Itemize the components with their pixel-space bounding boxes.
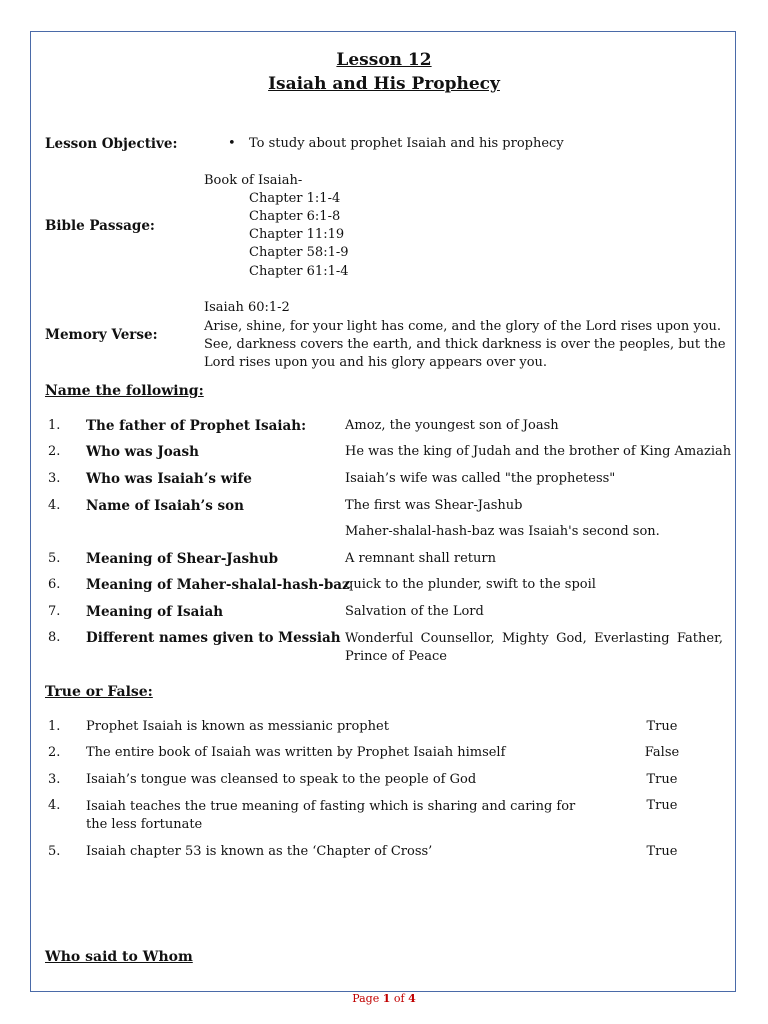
tf-answer: True (646, 772, 678, 787)
question-label: Meaning of Shear-Jashub (86, 551, 279, 567)
answer-text: Isaiah’s wife was called "the prophetess" (345, 471, 616, 486)
row-number: 3. (48, 772, 61, 787)
bible-book: Book of Isaiah- (204, 173, 303, 188)
question-label: Name of Isaiah’s son (86, 498, 244, 514)
memory-verse-line: Lord rises upon you and his glory appears over you. (204, 355, 548, 370)
memory-verse-label: Memory Verse: (45, 327, 158, 343)
answer-text: Amoz, the youngest son of Joash (345, 418, 559, 433)
objective-text: To study about prophet Isaiah and his prophecy (249, 136, 564, 151)
who-section-heading: Who said to Whom (45, 949, 193, 965)
chapter-item: Chapter 6:1-8 (249, 209, 341, 224)
tf-answer: True (646, 798, 678, 813)
question-label: Meaning of Isaiah (86, 604, 224, 620)
question-label: Who was Isaiah’s wife (86, 471, 252, 487)
chapter-item: Chapter 58:1-9 (249, 245, 349, 260)
lesson-title: Isaiah and His Prophecy (268, 74, 500, 94)
row-number: 2. (48, 745, 61, 760)
row-number: 7. (48, 604, 61, 619)
tf-answer: True (646, 844, 678, 859)
tf-section-heading: True or False: (45, 684, 153, 700)
row-number: 4. (48, 498, 61, 513)
tf-answer: False (644, 745, 680, 760)
answer-text: A remnant shall return (345, 551, 496, 566)
bible-passage-label: Bible Passage: (45, 218, 155, 234)
statement-text: Isaiah teaches the true meaning of fasting which is sharing and caring for the less fortunate (86, 799, 576, 832)
row-number: 4. (48, 798, 61, 813)
question-label: Who was Joash (86, 444, 199, 460)
chapter-item: Chapter 61:1-4 (249, 264, 349, 279)
answer-text: quick to the plunder, swift to the spoil (345, 577, 596, 592)
of-word: of (393, 992, 405, 1005)
row-number: 1. (48, 719, 61, 734)
objective-label: Lesson Objective: (45, 136, 178, 152)
row-number: 5. (48, 844, 61, 859)
answer-text: He was the king of Judah and the brother of King Amaziah (345, 444, 732, 459)
chapter-item: Chapter 1:1-4 (249, 191, 341, 206)
row-number: 8. (48, 630, 61, 645)
answer-text: Wonderful Counsellor, Mighty God, Everlasting Father, Prince of Peace (345, 631, 723, 664)
page-total: 4 (408, 992, 416, 1005)
statement-text: The entire book of Isaiah was written by Prophet Isaiah himself (86, 745, 506, 760)
answer-text: Salvation of the Lord (345, 604, 484, 619)
row-number: 6. (48, 577, 61, 592)
name-section-heading: Name the following: (45, 383, 204, 399)
answer-text: Maher-shalal-hash-baz was Isaiah's second son. (345, 524, 660, 539)
question-label: The father of Prophet Isaiah: (86, 418, 307, 434)
memory-verse-line: See, darkness covers the earth, and thick darkness is over the peoples, but the (204, 337, 726, 352)
row-number: 5. (48, 551, 61, 566)
memory-verse-line: Arise, shine, for your light has come, and the glory of the Lord rises upon you. (204, 319, 722, 334)
page-footer (0, 992, 768, 1005)
tf-answer: True (646, 719, 678, 734)
page-word: Page (352, 992, 380, 1005)
row-number: 1. (48, 418, 61, 433)
row-number: 3. (48, 471, 61, 486)
statement-text: Isaiah’s tongue was cleansed to speak to the people of God (86, 772, 477, 787)
question-label: Meaning of Maher-shalal-hash-baz (86, 577, 350, 593)
question-label: Different names given to Messiah (86, 630, 341, 646)
memory-verse-reference: Isaiah 60:1-2 (204, 300, 290, 315)
statement-text: Prophet Isaiah is known as messianic prophet (86, 719, 389, 734)
bullet-icon: • (228, 136, 236, 151)
statement-text: Isaiah chapter 53 is known as the ‘Chapter of Cross’ (86, 844, 433, 859)
answer-text: The first was Shear-Jashub (345, 498, 523, 513)
chapter-item: Chapter 11:19 (249, 227, 345, 242)
lesson-number: Lesson 12 (336, 50, 432, 70)
page-number: 1 (382, 992, 391, 1005)
row-number: 2. (48, 444, 61, 459)
